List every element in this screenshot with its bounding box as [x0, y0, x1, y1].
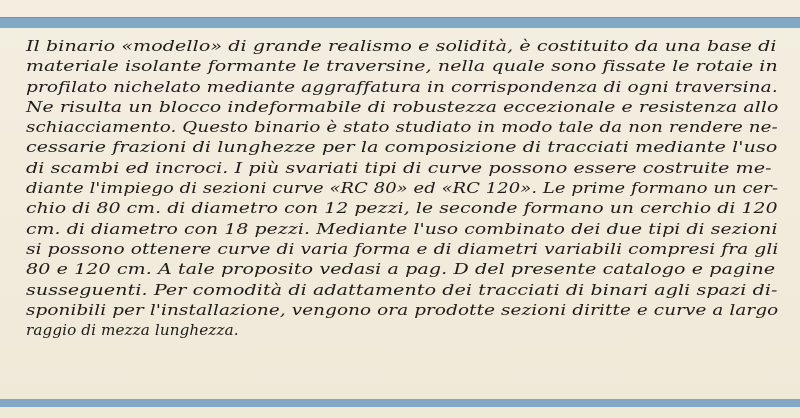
paragraph-line: Il binario «modello» di grande realismo e solidità, è costituito da una base di [26, 37, 777, 55]
paragraph-line: schiacciamento. Questo binario è stato studiato in modo tale da non rendere ne- [26, 118, 778, 137]
paragraph-line: si possono ottenere curve di varia forma e di diametri variabili compresi fra gli [26, 239, 779, 258]
paragraph-line: 80 e 120 cm. A tale proposito vedasi a pag. D del presente catalogo e pagine [26, 260, 776, 279]
paragraph-line: di scambi ed incroci. I più svariati tipi di curve possono essere costruite me- [26, 158, 772, 177]
paragraph-line: cm. di diametro con 18 pezzi. Mediante l'uso combinato dei due tipi di sezioni [26, 219, 778, 238]
description-paragraph [26, 36, 778, 340]
paragraph-line: sponibili per l'installazione, vengono ora prodotte sezioni diritte e curve a largo [26, 300, 779, 319]
bottom-blue-band [0, 399, 800, 407]
paragraph-line: raggio di mezza lunghezza. [26, 321, 239, 340]
paragraph-line: susseguenti. Per comodità di adattamento dei tracciati di binari agli spazi di- [26, 280, 778, 299]
paragraph-line: Ne risulta un blocco indeformabile di robustezza eccezionale e resistenza allo [26, 97, 779, 116]
paragraph-line: diante l'impiego di sezioni curve «RC 80» ed «RC 120». Le prime formano un cer- [26, 179, 779, 198]
paragraph-line: profilato nichelato mediante aggraffatura in corrispondenza di ogni traversina. [26, 77, 778, 96]
paragraph-line: cessarie frazioni di lunghezze per la composizione di tracciati mediante l'uso [26, 138, 778, 157]
paragraph-line: materiale isolante formante le traversine, nella quale sono fissate le rotaie in [26, 57, 778, 76]
top-band-edge [0, 17, 800, 18]
top-blue-band [0, 17, 800, 28]
paragraph-line: chio di 80 cm. di diametro con 12 pezzi, le seconde formano un cerchio di 120 [26, 199, 778, 218]
